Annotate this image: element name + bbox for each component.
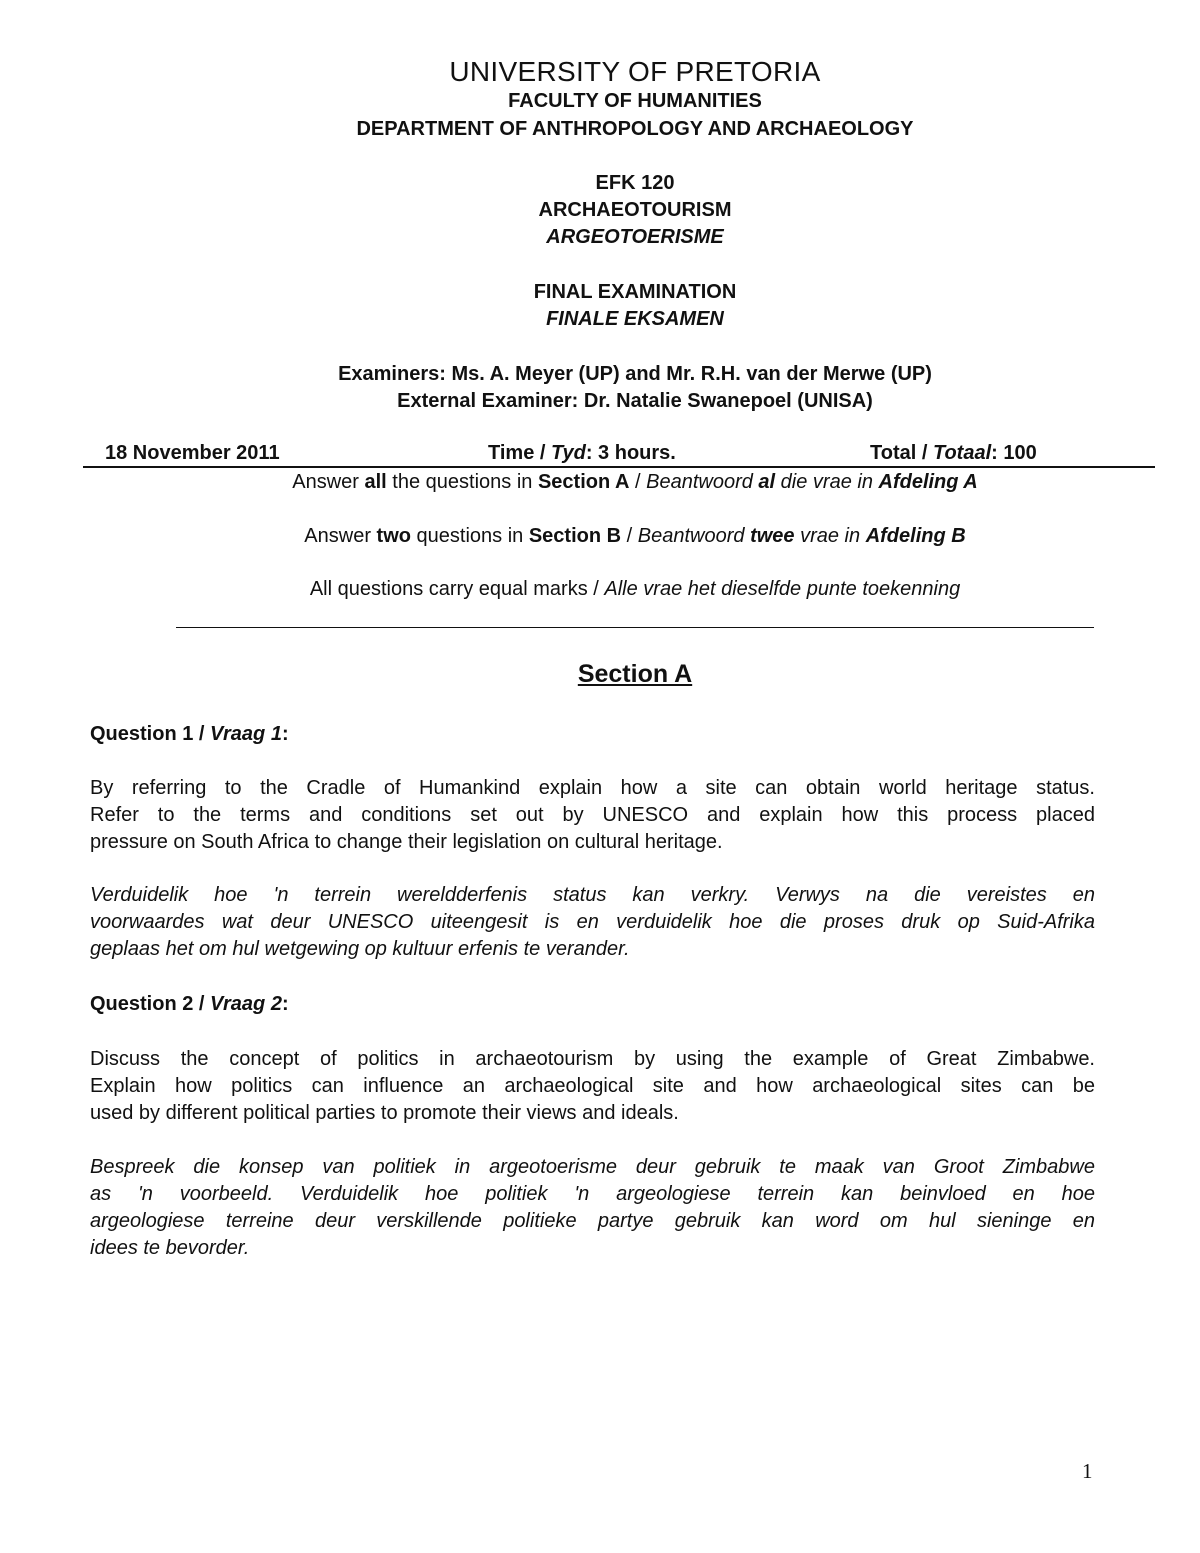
exam-info-row <box>83 442 1155 468</box>
instruction-section-b: Answer two questions in Section B / Beantwoord twee vrae in Afdeling B <box>304 525 966 547</box>
question-1-heading: Question 1 / Vraag 1: <box>90 723 289 745</box>
course-name-af: ARGEOTOERISME <box>546 226 724 248</box>
exam-title-en: FINAL EXAMINATION <box>533 281 737 303</box>
instruction-marks: All questions carry equal marks / Alle vrae het dieselfde punte toekenning <box>309 578 961 600</box>
question-1-body-en: By referring to the Cradle of Humankind explain how a site can obtain world heritage status. Refer to the terms and conditions set out by UNESCO and explain how this process placed pressure on South Africa to change their legislation on cultural heritage. <box>90 777 1095 853</box>
divider <box>176 627 1094 628</box>
faculty-title: FACULTY OF HUMANITIES <box>508 90 762 112</box>
department-title: DEPARTMENT OF ANTHROPOLOGY AND ARCHAEOLOGY <box>356 118 914 140</box>
section-a-title: Section A <box>577 660 693 688</box>
exam-date: 18 November 2011 <box>105 442 280 464</box>
course-name-en: ARCHAEOTOURISM <box>538 199 732 221</box>
examiners: Examiners: Ms. A. Meyer (UP) and Mr. R.H. van der Merwe (UP) <box>338 363 932 385</box>
external-examiner: External Examiner: Dr. Natalie Swanepoel (UNISA) <box>397 390 873 412</box>
exam-title-af: FINALE EKSAMEN <box>546 308 724 330</box>
question-1-body-af: Verduidelik hoe 'n terrein wereldderfenis status kan verkry. Verwys na die vereistes en voorwaardes wat deur UNESCO uiteengesit is en verduidelik hoe die proses druk op Suid-Afrika geplaas het om hul wetgewing op kultuur erfenis te verander. <box>90 884 1095 960</box>
question-2-body-en: Discuss the concept of politics in archaeotourism by using the example of Great Zimbabwe. Explain how politics can influence an archaeological site and how archaeological sites can be used by different political parties to promote their views and ideals. <box>90 1048 1095 1124</box>
instruction-section-a: Answer all the questions in Section A / Beantwoord al die vrae in Afdeling A <box>292 471 978 493</box>
page-number: 1 <box>1082 1459 1093 1483</box>
question-2-heading: Question 2 / Vraag 2: <box>90 993 289 1015</box>
university-title: UNIVERSITY OF PRETORIA <box>449 56 821 87</box>
course-code: EFK 120 <box>595 172 675 194</box>
question-2-body-af: Bespreek die konsep van politiek in argeotoerisme deur gebruik te maak van Groot Zimbabwe as 'n voorbeeld. Verduidelik hoe politiek 'n argeologiese terrein kan beinvloed en hoe argeologiese terreine deur verskillende politieke partye gebruik kan word om hul sieninge en idees te bevorder. <box>90 1156 1095 1259</box>
exam-total: Total / Totaal: 100 <box>870 442 1037 464</box>
exam-time: Time / Tyd: 3 hours. <box>488 442 676 464</box>
